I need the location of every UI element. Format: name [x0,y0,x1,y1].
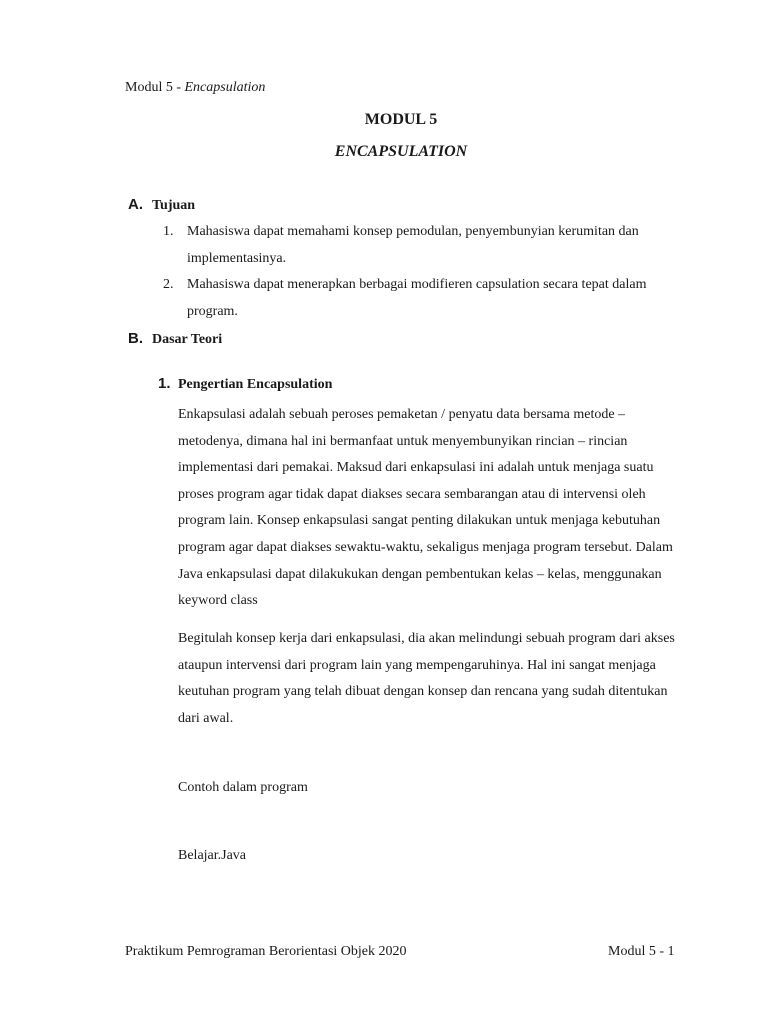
list-item-number: 2. [163,277,174,292]
paragraph-summary: Begitulah konsep kerja dari enkapsulasi, dia akan melindungi sebuah program dari akses ataupun intervensi dari program lain yang mempengaruhinya. Hal ini sangat menjaga keutuhan program yang telah dibuat dengan konsep dan rencana yang sudah ditentukan dari awal. [178,631,675,726]
section-a-title: Tujuan [152,198,196,213]
example-label: Contoh dalam program [178,780,308,795]
section-a-heading [128,196,195,214]
subsection-heading [158,375,332,393]
section-b-letter: B. [128,330,143,347]
section-b-title: Dasar Teori [152,332,223,347]
list-item [163,218,683,272]
list-item [163,271,683,325]
header-topic: Encapsulation [184,80,266,95]
list-item-text: Mahasiswa dapat memahami konsep pemodulan, penyembunyian kerumitan dan implementasinya. [187,224,639,266]
footer-course: Praktikum Pemrograman Berorientasi Objek 2020 [125,944,407,959]
module-title: MODUL 5 [364,111,438,128]
list-item-number: 1. [163,224,174,239]
example-filename: Belajar.Java [178,848,247,863]
paragraph-definition: Enkapsulasi adalah sebuah peroses pemaketan / penyatu data bersama metode – metodenya, dimana hal ini bermanfaat untuk menyembunyikan rincian – rincian implementasi dari pemakai. Maksud dari enkapsulasi ini adalah untuk menjaga suatu proses program agar tidak dapat diakses secara sembarangan atau di intervensi oleh program lain. Konsep enkapsulasi sangat penting dilakukan untuk menjaga kebutuhan program agar dapat diakses sewaktu-waktu, sekaligus menjaga program tersebut. Dalam Java enkapsulasi dapat dilakukukan dengan pembentukan kelas – kelas, menggunakan keyword class [178,407,673,609]
header-prefix: Modul 5 - [125,80,185,95]
list-item-text: Mahasiswa dapat menerapkan berbagai modifieren capsulation secara tepat dalam program. [187,277,647,319]
footer-page-number: Modul 5 - 1 [608,944,675,959]
section-b-heading [128,330,222,348]
section-a-letter: A. [128,196,143,213]
subsection-title: Pengertian Encapsulation [178,377,333,392]
module-subtitle: ENCAPSULATION [334,143,468,160]
subsection-number: 1. [158,375,171,392]
page-header [125,80,265,96]
